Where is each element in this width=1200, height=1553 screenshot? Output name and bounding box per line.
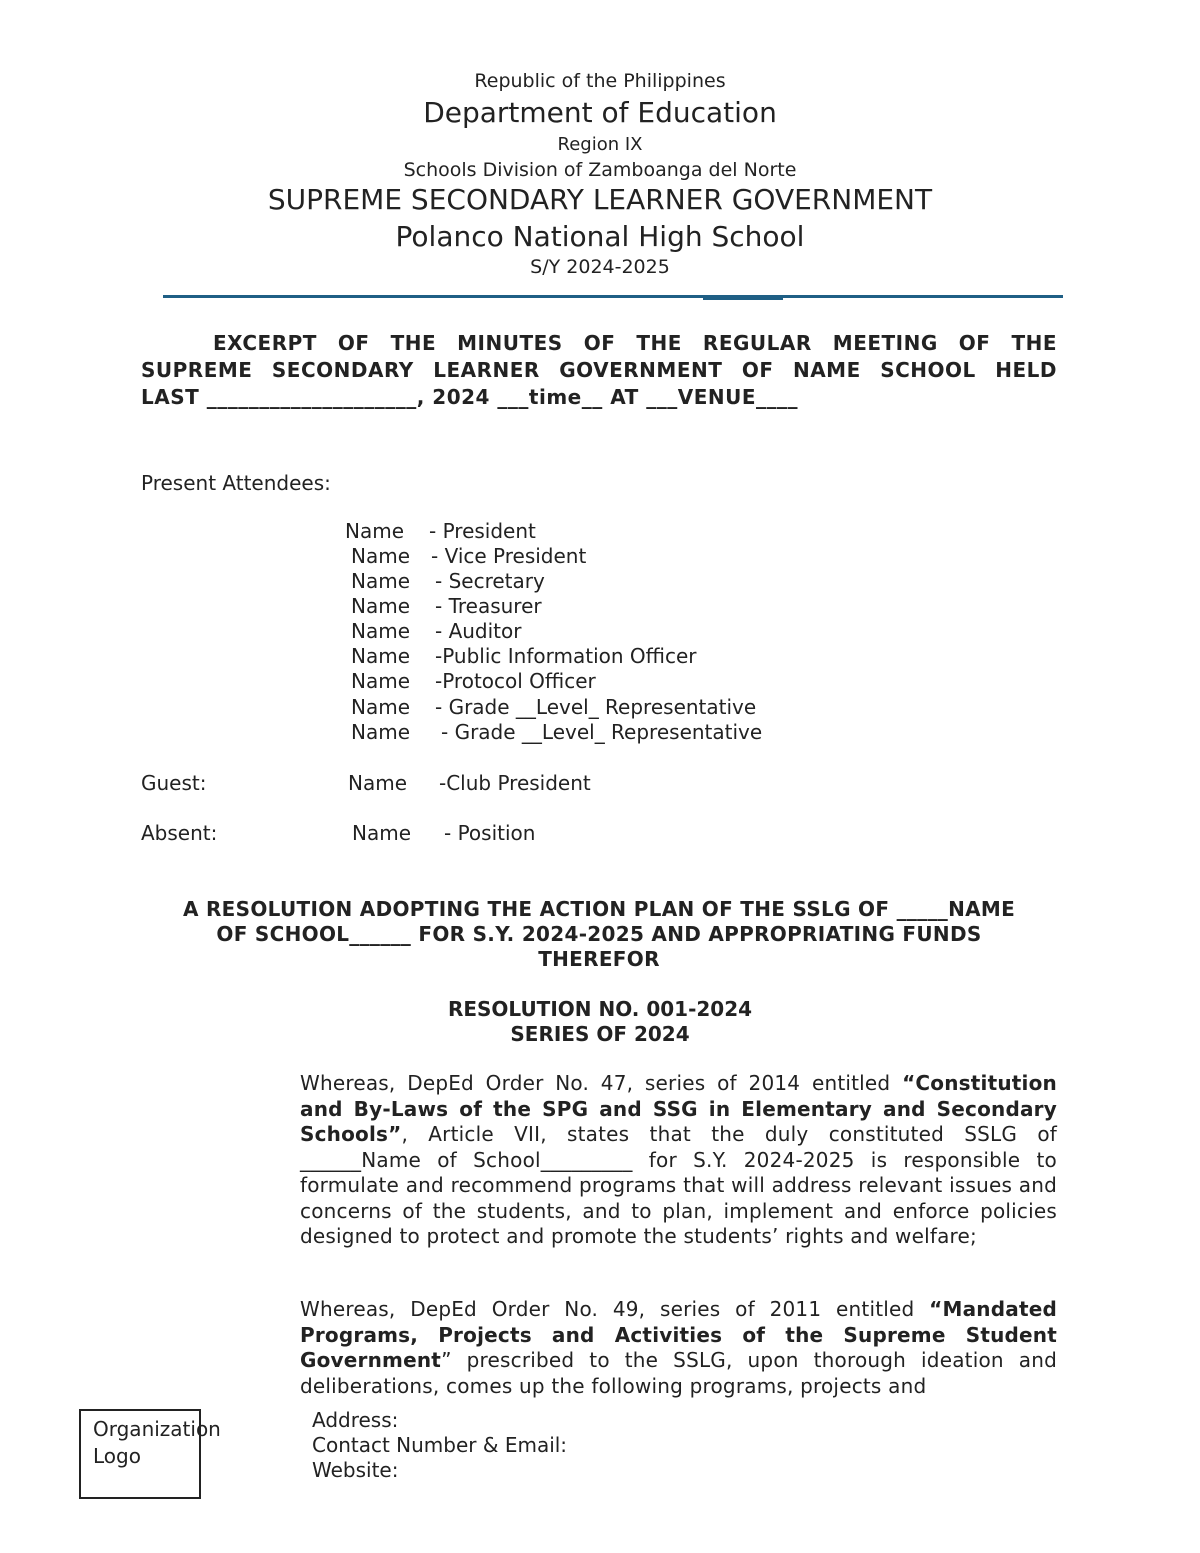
resolution-title-line-3: THEREFOR (538, 947, 660, 971)
attendee-name: Name (351, 669, 411, 693)
attendee-position: - President (429, 519, 536, 543)
attendee-name: Name (351, 619, 411, 643)
absent-name: Name (352, 821, 412, 845)
header-organization: SUPREME SECONDARY LEARNER GOVERNMENT (267, 183, 933, 216)
header-school: Polanco National High School (395, 220, 805, 253)
header-region: Region IX (557, 134, 643, 155)
footer-address: Address: (312, 1408, 399, 1432)
whereas-1-title: “Constitution and By-Laws of the SPG and SSG in Elementary and Secondary Schools” (300, 1071, 1057, 1146)
guest-name: Name (348, 771, 408, 795)
footer-website: Website: (312, 1458, 399, 1482)
resolution-title (141, 897, 1057, 972)
header-divider (163, 295, 1063, 298)
header-divider-accent (703, 297, 783, 300)
whereas-paragraph-2 (300, 1297, 1057, 1399)
footer-contact-email: Contact Number & Email: (312, 1433, 568, 1457)
attendee-name: Name (345, 519, 405, 543)
excerpt-line-2: SUPREME SECONDARY LEARNER GOVERNMENT OF NAME SCHOOL HELD (141, 358, 1057, 382)
whereas-2-text-b: ” prescribed to the SSLG, upon thorough ideation and deliberations, comes up the following programs, projects and (300, 1348, 1057, 1398)
excerpt-line-1: EXCERPT OF THE MINUTES OF THE REGULAR MEETING OF THE (213, 331, 1057, 355)
attendee-name: Name (351, 569, 411, 593)
header-school-year: S/Y 2024-2025 (530, 256, 670, 278)
footer-contact (312, 1408, 1057, 1483)
header-republic: Republic of the Philippines (474, 70, 726, 92)
attendee-name: Name (351, 720, 411, 744)
guest-position: -Club President (439, 771, 591, 795)
attendee-name: Name (351, 644, 411, 668)
resolution-title-line-2: OF SCHOOL______ FOR S.Y. 2024-2025 AND APPROPRIATING FUNDS (216, 922, 982, 946)
header-division: Schools Division of Zamboanga del Norte (403, 159, 797, 181)
guest-label: Guest: (141, 771, 207, 795)
absent-position: - Position (444, 821, 536, 845)
logo-text: Organization Logo (93, 1417, 221, 1468)
absent-label: Absent: (141, 821, 218, 845)
whereas-paragraph-1 (300, 1071, 1057, 1250)
resolution-title-line-1: A RESOLUTION ADOPTING THE ACTION PLAN OF THE SSLG OF _____NAME (182, 897, 1016, 921)
whereas-2-title: “Mandated Programs, Projects and Activities of the Supreme Student Government (300, 1297, 1057, 1372)
attendee-position: - Vice President (431, 544, 587, 568)
resolution-number-block (0, 997, 1200, 1047)
present-attendees-label: Present Attendees: (141, 471, 331, 495)
attendee-position: - Auditor (435, 619, 522, 643)
whereas-1-text-b: , Article VII, states that the duly constituted SSLG of ______Name of School_________ for S.Y. 2024-2025 is responsible to formulate and recommend programs that will address relevant issues and concerns of the students, and to plan, implement and enforce policies designed to protect and promote the students’ rights and welfare; (300, 1122, 1057, 1248)
whereas-1-text-a: Whereas, DepEd Order No. 47, series of 2014 entitled (300, 1071, 903, 1095)
attendee-position: - Secretary (435, 569, 545, 593)
attendee-position: - Grade __Level_ Representative (435, 695, 757, 719)
whereas-2-text-a: Whereas, DepEd Order No. 49, series of 2011 entitled (300, 1297, 930, 1321)
resolution-number: RESOLUTION NO. 001-2024 (447, 997, 753, 1021)
header-department: Department of Education (423, 96, 777, 129)
resolution-series: SERIES OF 2024 (510, 1022, 690, 1046)
attendee-position: - Treasurer (435, 594, 542, 618)
attendee-position: -Protocol Officer (435, 669, 596, 693)
attendee-position: - Grade __Level_ Representative (441, 720, 763, 744)
attendee-name: Name (351, 544, 411, 568)
attendee-position: -Public Information Officer (435, 644, 697, 668)
excerpt-line-3: LAST ____________________, 2024 ___time__ AT ___VENUE____ (141, 385, 799, 409)
organization-logo-placeholder (79, 1409, 221, 1499)
excerpt-heading (141, 330, 1057, 411)
attendee-name: Name (351, 695, 411, 719)
attendee-name: Name (351, 594, 411, 618)
